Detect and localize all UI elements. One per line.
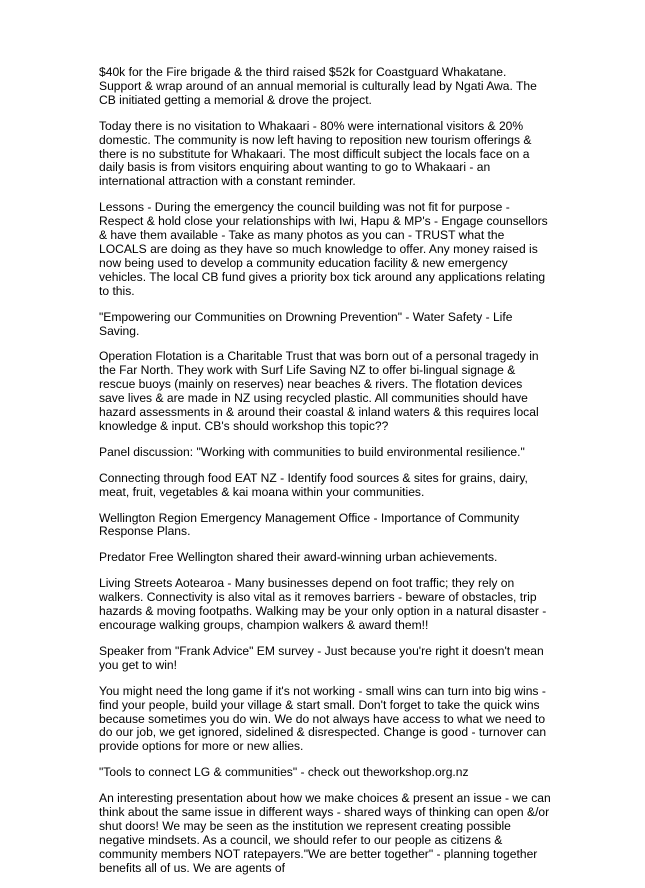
paragraph-fundraising: $40k for the Fire brigade & the third raised $52k for Coastguard Whakatane. Support & wrap around of an annual memorial is culturally lead by Ngati Awa. The CB initiated getting a memorial & drove the project. (99, 65, 537, 107)
paragraph-eat-nz: Connecting through food EAT NZ - Identify food sources & sites for grains, dairy, meat, fruit, vegetables & kai moana within your communities. (99, 470, 528, 499)
paragraph-tools: "Tools to connect LG & communities" - check out theworkshop.org.nz (99, 765, 469, 780)
paragraph-whakaari-visitation: Today there is no visitation to Whakaari - 80% were international visitors & 20% domestic. The community is now left having to reposition new tourism offerings & there is no substitute for Whakaari. The most difficult subject the locals face on a daily basis is from visitors enquiring about wanting to go to Whakaari - an international attraction with a constant reminder. (99, 118, 532, 189)
paragraph-predator-free: Predator Free Wellington shared their award-winning urban achievements. (99, 550, 498, 565)
paragraph-operation-flotation: Operation Flotation is a Charitable Trust that was born out of a personal tragedy in the Far North. They work with Surf Life Saving NZ to offer bi-lingual signage & rescue buoys (mainly on reserves) near beaches & rivers. The flotation devices save lives & are made in NZ using recycled plastic. All communities should have hazard assessments in & around their coastal & inland waters & this requires local knowledge & input. CB's should workshop this topic?? (99, 349, 539, 433)
paragraph-wremo: Wellington Region Emergency Management Office - Importance of Community Response Plans. (99, 510, 520, 539)
paragraph-frank-advice: Speaker from "Frank Advice" EM survey - Just because you're right it doesn't mean you get to win! (99, 643, 544, 672)
paragraph-panel-discussion: Panel discussion: "Working with communities to build environmental resilience." (99, 444, 525, 459)
paragraph-presentation: An interesting presentation about how we make choices & present an issue - we can think about the same issue in different ways - shared ways of thinking can open &/or shut doors! We may be seen as the institution we represent creating possible negative mindsets. As a council, we should refer to our people as citizens & community members NOT ratepayers."We are better together" - planning together benefits all of us. We are agents of (99, 791, 551, 875)
paragraph-lessons: Lessons - During the emergency the council building was not fit for purpose - Respect & hold close your relationships with Iwi, Hapu & MP's - Engage counsellors & have them available - Take as many photos as you can - TRUST what the LOCALS are doing as they have so much knowledge to offer. Any money raised is now being used to develop a community education facility & new emergency vehicles. The local CB fund gives a priority box tick around any applications relating to this. (99, 200, 548, 298)
paragraph-drowning-prevention: "Empowering our Communities on Drowning Prevention" - Water Safety - Life Saving. (99, 309, 513, 338)
paragraph-living-streets: Living Streets Aotearoa - Many businesses depend on foot traffic; they rely on walkers. Connectivity is also vital as it removes barriers - beware of obstacles, trip hazards & moving footpaths. Walking may be your only option in a natural disaster - encourage walking groups, champion walkers & award them!! (99, 576, 547, 632)
document-page (99, 66, 551, 888)
paragraph-long-game: You might need the long game if it's not working - small wins can turn into big wins - find your people, build your village & start small. Don't forget to take the quick wins because sometimes you do win. We do not always have access to what we need to do our job, we get ignored, sidelined & disrespected. Change is good - turnover can provide options for more or new allies. (99, 683, 547, 754)
